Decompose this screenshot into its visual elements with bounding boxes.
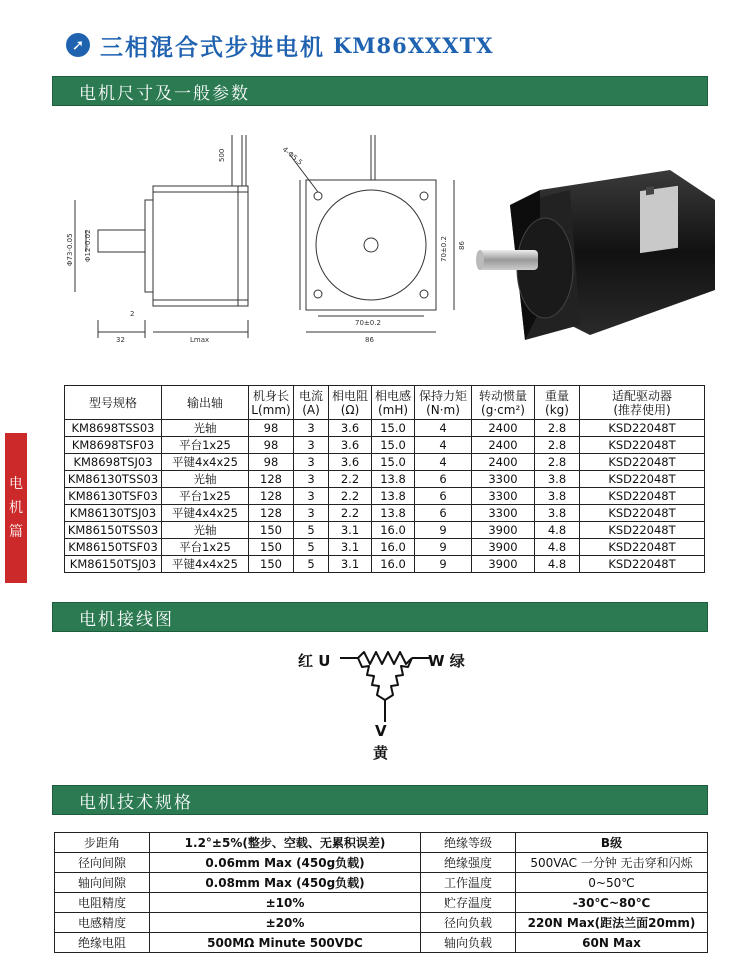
spec-row (55, 833, 708, 853)
table-cell: 4.8 (535, 522, 580, 539)
delta-winding-diagram (340, 640, 430, 725)
table-cell: 3900 (472, 539, 535, 556)
table-cell: KM86130TSF03 (65, 488, 162, 505)
table-cell: 13.8 (372, 505, 415, 522)
table-cell: 3.8 (535, 471, 580, 488)
column-header-line2: (g·cm²) (481, 402, 525, 417)
table-row (65, 471, 705, 488)
page-title-row (66, 28, 494, 62)
specs-table (54, 832, 708, 953)
spec-row (55, 893, 708, 913)
dim-shaft-dia: Φ12-0.02 (84, 229, 92, 262)
table-cell: KSD22048T (580, 488, 705, 505)
table-cell: 平键4x4x25 (162, 505, 249, 522)
table-row (65, 556, 705, 573)
table-cell: 6 (415, 488, 472, 505)
table-cell: 4 (415, 437, 472, 454)
table-cell: 平台1x25 (162, 539, 249, 556)
table-body (65, 420, 705, 573)
side-tab-char: 篇 (9, 524, 23, 540)
table-cell: KSD22048T (580, 437, 705, 454)
table-row (65, 454, 705, 471)
spec-cell-l1: 电阻精度 (55, 893, 150, 913)
table-cell: 128 (249, 505, 294, 522)
table-cell: 平台1x25 (162, 488, 249, 505)
model-series: KM86XXXTX (333, 32, 494, 58)
spec-cell-v1: 1.2°±5%(整步、空载、无累积误差) (150, 833, 421, 853)
table-cell: 6 (415, 471, 472, 488)
dim-cable-length: 500 (218, 148, 226, 162)
table-cell: 3.8 (535, 505, 580, 522)
table-cell: 5 (294, 522, 329, 539)
table-cell: KM8698TSS03 (65, 420, 162, 437)
table-cell: 15.0 (372, 454, 415, 471)
shaft-side (98, 230, 145, 252)
table-cell: 2.8 (535, 454, 580, 471)
spec-cell-l2: 轴向负载 (421, 933, 516, 953)
spec-cell-v1: 0.06mm Max (450g负载) (150, 853, 421, 873)
table-cell: 9 (415, 556, 472, 573)
column-header-line2: L(mm) (251, 402, 291, 417)
spec-cell-l2: 工作温度 (421, 873, 516, 893)
table-cell: 150 (249, 556, 294, 573)
table-row (65, 539, 705, 556)
column-header-line1: 保持力矩 (418, 388, 467, 403)
spec-cell-l1: 电感精度 (55, 913, 150, 933)
section-wiring-header: 电机接线图 (52, 602, 708, 632)
side-tab-char: 机 (9, 500, 23, 516)
table-cell: 3.6 (329, 437, 372, 454)
spec-cell-v1: 0.08mm Max (450g负载) (150, 873, 421, 893)
page-title: 三相混合式步进电机 (100, 34, 325, 61)
wire-label-v: V (375, 722, 387, 740)
wire-label-yellow: 黄 (373, 744, 389, 762)
table-cell: 4.8 (535, 556, 580, 573)
dim-hole-pitch-h: 70±0.2 (355, 319, 381, 327)
table-cell: KSD22048T (580, 556, 705, 573)
dim-body-length: Lmax (190, 336, 210, 344)
table-cell: 9 (415, 522, 472, 539)
column-header (249, 386, 294, 420)
column-header-line2: (Ω) (340, 402, 360, 417)
column-header (535, 386, 580, 420)
table-cell: 3300 (472, 471, 535, 488)
column-header (65, 386, 162, 420)
spec-cell-v2: B级 (516, 833, 708, 853)
table-cell: 15.0 (372, 437, 415, 454)
table-cell: KM86150TSJ03 (65, 556, 162, 573)
column-header-line1: 适配驱动器 (611, 388, 672, 403)
table-cell: KSD22048T (580, 454, 705, 471)
column-header-line2: (A) (302, 402, 320, 417)
table-cell: 3 (294, 454, 329, 471)
table-row (65, 437, 705, 454)
table-cell: 平键4x4x25 (162, 454, 249, 471)
table-cell: 16.0 (372, 556, 415, 573)
column-header (294, 386, 329, 420)
table-cell: 13.8 (372, 488, 415, 505)
column-header-line1: 转动惯量 (478, 388, 527, 403)
table-cell: KSD22048T (580, 539, 705, 556)
table-cell: 5 (294, 556, 329, 573)
section-dimensions-header: 电机尺寸及一般参数 (52, 76, 708, 106)
table-cell: 13.8 (372, 471, 415, 488)
spec-row (55, 913, 708, 933)
column-header-line2: (mH) (377, 402, 409, 417)
table-cell: 2400 (472, 454, 535, 471)
motor-front-flange (306, 180, 436, 310)
column-header-line1: 相电阻 (331, 388, 368, 403)
table-row (65, 420, 705, 437)
column-header-line1: 输出轴 (186, 395, 223, 410)
table-cell: 98 (249, 420, 294, 437)
column-header-line1: 机身长 (252, 388, 289, 403)
table-cell: 2.2 (329, 488, 372, 505)
table-cell: 98 (249, 437, 294, 454)
table-cell: 3 (294, 505, 329, 522)
table-cell: 2400 (472, 437, 535, 454)
table-cell: 5 (294, 539, 329, 556)
wire-label-w-green: W 绿 (428, 652, 465, 670)
motor-side-body (153, 186, 248, 306)
spec-cell-v2: 220N Max(距法兰面20mm) (516, 913, 708, 933)
table-cell: KM8698TSF03 (65, 437, 162, 454)
table-cell: 150 (249, 522, 294, 539)
dim-flange-height: 86 (458, 241, 466, 250)
table-cell: KM86150TSF03 (65, 539, 162, 556)
section-specs-header: 电机技术规格 (52, 785, 708, 815)
table-header-row (65, 386, 705, 420)
column-header-line2: (kg) (545, 402, 569, 417)
table-cell: 3 (294, 471, 329, 488)
spec-row (55, 933, 708, 953)
arrow-circle-icon: ➚ (66, 33, 90, 57)
column-header-line2: (推荐使用) (613, 402, 671, 417)
table-row (65, 505, 705, 522)
spec-cell-v2: 0~50℃ (516, 873, 708, 893)
spec-cell-v2: 500VAC 一分钟 无击穿和闪烁 (516, 853, 708, 873)
table-cell: 3300 (472, 488, 535, 505)
dim-shaft-length: 32 (116, 336, 125, 344)
table-cell: 3.1 (329, 539, 372, 556)
table-cell: 4 (415, 420, 472, 437)
dim-flange-thick: 2 (130, 310, 135, 318)
table-cell: 16.0 (372, 539, 415, 556)
spec-cell-v2: 60N Max (516, 933, 708, 953)
table-cell: KM86150TSS03 (65, 522, 162, 539)
wire-label-red-u: 红 U (298, 652, 331, 670)
table-cell: 98 (249, 454, 294, 471)
spec-cell-v2: -30℃~80℃ (516, 893, 708, 913)
dim-flange-width: 86 (365, 336, 374, 344)
table-cell: KSD22048T (580, 505, 705, 522)
spec-row (55, 873, 708, 893)
table-cell: 3 (294, 488, 329, 505)
dim-boss-dia: Φ73-0.05 (66, 233, 74, 266)
table-cell: 3 (294, 437, 329, 454)
column-header (329, 386, 372, 420)
column-header (415, 386, 472, 420)
column-header (162, 386, 249, 420)
table-cell: 128 (249, 488, 294, 505)
spec-cell-v1: ±10% (150, 893, 421, 913)
table-cell: KSD22048T (580, 522, 705, 539)
table-cell: 平台1x25 (162, 437, 249, 454)
shaft-front (364, 238, 378, 252)
table-cell: 150 (249, 539, 294, 556)
table-cell: 2400 (472, 420, 535, 437)
table-cell: 3.6 (329, 454, 372, 471)
table-cell: 3.8 (535, 488, 580, 505)
table-cell: 4.8 (535, 539, 580, 556)
table-cell: 3.1 (329, 522, 372, 539)
spec-cell-l1: 绝缘电阻 (55, 933, 150, 953)
spec-cell-l1: 步距角 (55, 833, 150, 853)
parameters-table (64, 385, 705, 573)
table-cell: 光轴 (162, 471, 249, 488)
table-cell: KSD22048T (580, 471, 705, 488)
table-cell: KSD22048T (580, 420, 705, 437)
table-cell: 2.8 (535, 437, 580, 454)
column-header-line1: 重量 (544, 388, 569, 403)
table-cell: 15.0 (372, 420, 415, 437)
spec-cell-l2: 绝缘强度 (421, 853, 516, 873)
table-cell: KM86130TSS03 (65, 471, 162, 488)
table-cell: 3900 (472, 522, 535, 539)
side-tab-motor[interactable] (5, 433, 27, 583)
table-cell: 6 (415, 505, 472, 522)
table-row (65, 488, 705, 505)
table-cell: 3.6 (329, 420, 372, 437)
table-cell: 平键4x4x25 (162, 556, 249, 573)
dimension-drawing (60, 120, 480, 350)
table-cell: KM8698TSJ03 (65, 454, 162, 471)
spec-cell-l2: 贮存温度 (421, 893, 516, 913)
side-tab-char: 电 (9, 476, 23, 492)
column-header (580, 386, 705, 420)
table-cell: 16.0 (372, 522, 415, 539)
table-cell: 3300 (472, 505, 535, 522)
table-cell: 2.8 (535, 420, 580, 437)
column-header-line2: (N·m) (426, 402, 460, 417)
column-header-line1: 相电感 (374, 388, 411, 403)
column-header-line1: 型号规格 (88, 395, 137, 410)
dim-hole-pitch-v: 70±0.2 (440, 236, 448, 262)
table-cell: 2.2 (329, 505, 372, 522)
spec-row (55, 853, 708, 873)
table-cell: 光轴 (162, 522, 249, 539)
flange-boss (316, 190, 426, 300)
table-cell: 2.2 (329, 471, 372, 488)
spec-cell-v1: ±20% (150, 913, 421, 933)
column-header (472, 386, 535, 420)
spec-cell-l1: 轴向间隙 (55, 873, 150, 893)
table-cell: 4 (415, 454, 472, 471)
table-cell: 9 (415, 539, 472, 556)
table-cell: 3900 (472, 556, 535, 573)
column-header-line1: 电流 (298, 388, 323, 403)
specs-table-body (55, 833, 708, 953)
spec-cell-l1: 径向间隙 (55, 853, 150, 873)
spec-cell-v1: 500MΩ Minute 500VDC (150, 933, 421, 953)
motor-photo (470, 160, 720, 350)
spec-cell-l2: 绝缘等级 (421, 833, 516, 853)
table-row (65, 522, 705, 539)
table-cell: 光轴 (162, 420, 249, 437)
table-cell: 128 (249, 471, 294, 488)
dim-mount-hole: 4-Φ5.5 (280, 145, 304, 167)
column-header (372, 386, 415, 420)
table-cell: KM86130TSJ03 (65, 505, 162, 522)
table-cell: 3 (294, 420, 329, 437)
table-cell: 3.1 (329, 556, 372, 573)
spec-cell-l2: 径向负载 (421, 913, 516, 933)
